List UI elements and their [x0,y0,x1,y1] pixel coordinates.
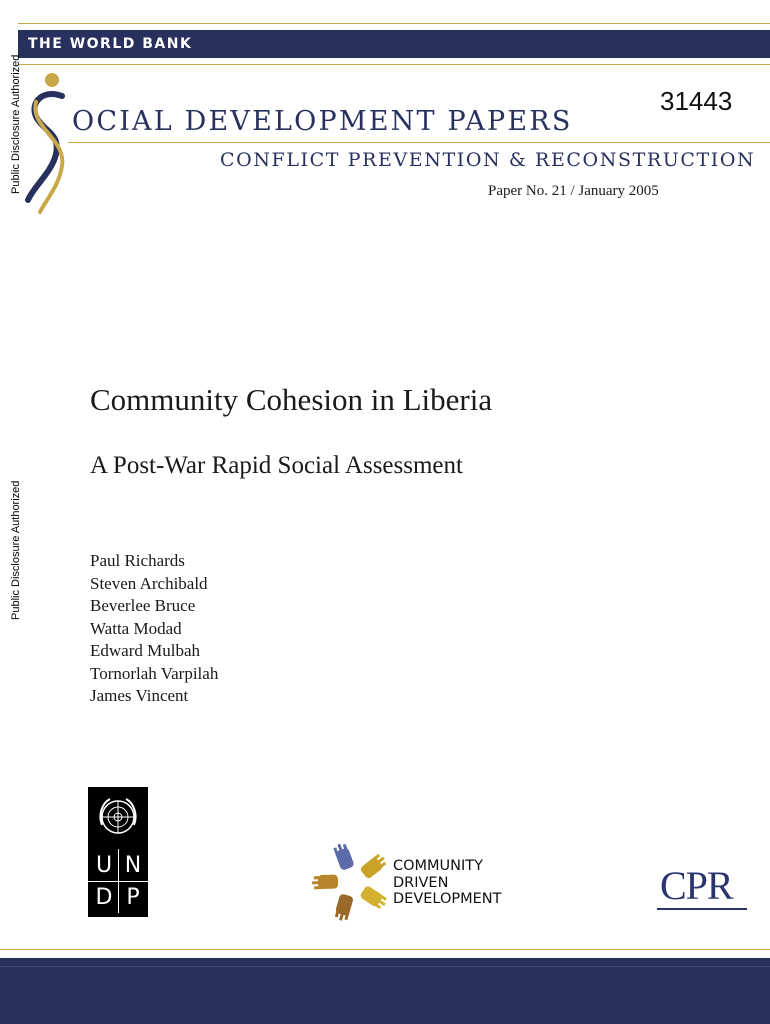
header-gold-rule [18,64,770,65]
bottom-band-line [0,966,770,967]
disclosure-stamp-middle: Public Disclosure Authorized [10,480,22,620]
report-title: Community Cohesion in Liberia [90,382,493,417]
undp-logo [88,787,148,917]
cdd-line-3: DEVELOPMENT [393,891,502,907]
author-name: Tornorlah Varpilah [90,663,219,683]
series-subtitle: CONFLICT PREVENTION & RECONSTRUCTION [220,149,756,171]
cdd-line-1: COMMUNITY [393,858,484,874]
bottom-navy-band [0,958,770,1024]
report-subtitle: A Post-War Rapid Social Assessment [90,452,463,479]
undp-letter-u: U [95,853,113,878]
community-hands-icon [312,843,392,921]
cdd-line-2: DRIVEN [393,874,449,891]
author-name: Steven Archibald [90,573,208,593]
un-emblem-icon [96,795,140,839]
author-name: James Vincent [90,686,189,705]
author-name: Paul Richards [90,551,185,570]
world-bank-label: THE WORLD BANK [28,36,193,52]
social-development-s-logo [22,68,72,218]
top-gold-rule [18,23,770,24]
undp-letter-d: D [95,885,113,910]
author-list [90,550,218,708]
document-number: 31443 [660,86,733,116]
cpr-underline [657,908,747,910]
author-name: Watta Modad [90,618,182,638]
undp-letter-p: P [126,885,140,910]
bottom-gold-rule [0,949,770,950]
undp-letter-n: N [124,853,142,878]
series-gold-rule [68,142,770,143]
cdd-logo-text [393,858,502,908]
disclosure-stamp-top: Public Disclosure Authorized [10,54,22,194]
cpr-logo: CPR [660,863,733,908]
author-name: Beverlee Bruce [90,596,196,615]
series-title: OCIAL DEVELOPMENT PAPERS [72,106,573,137]
paper-number-date: Paper No. 21 / January 2005 [488,183,659,199]
author-name: Edward Mulbah [90,641,201,660]
